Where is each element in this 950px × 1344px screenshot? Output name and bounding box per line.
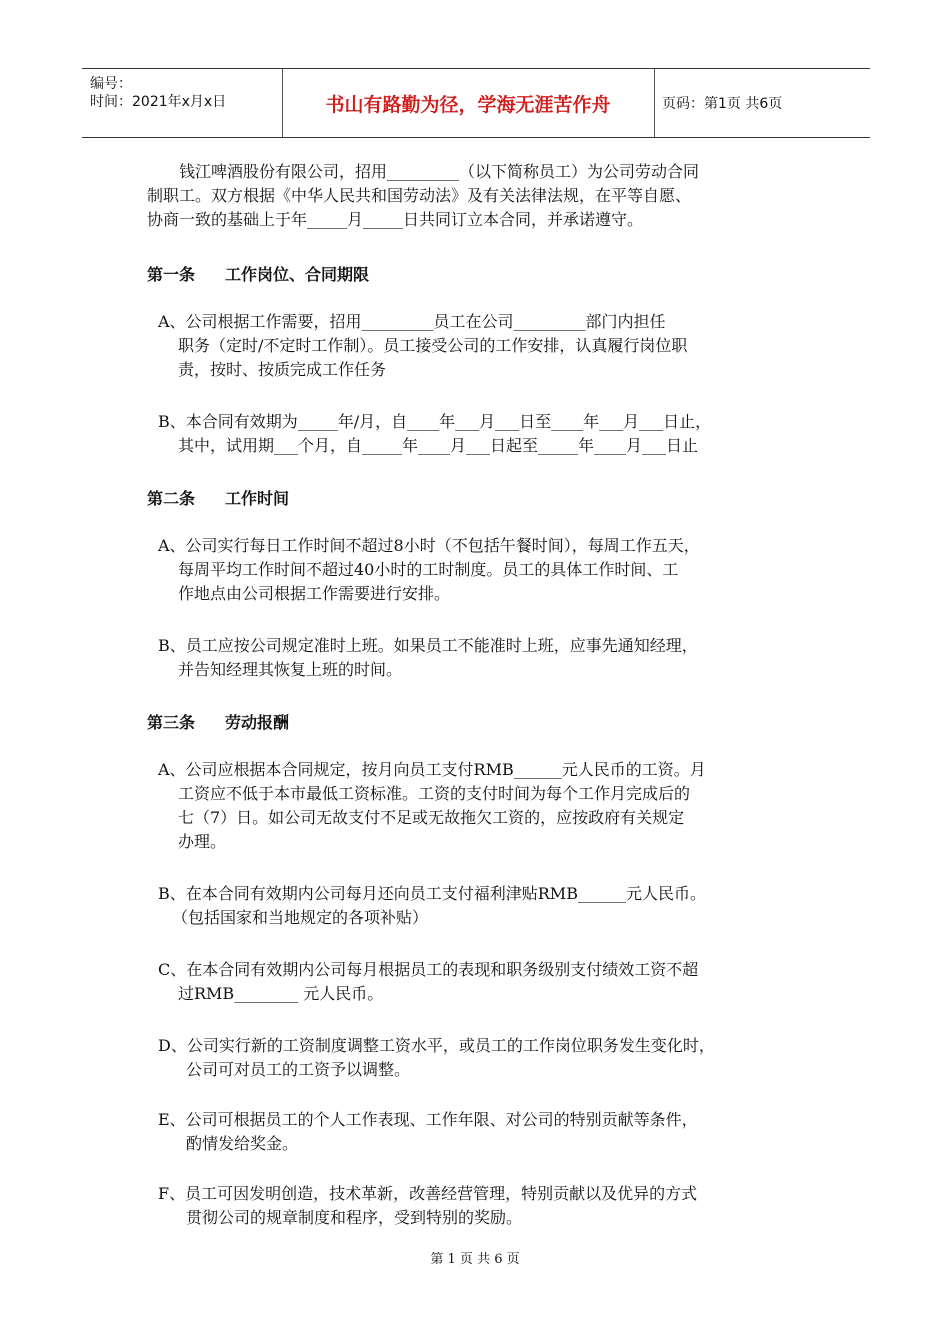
section-title: 劳动报酬: [225, 713, 290, 732]
clause-line: 工资应不低于本市最低工资标准。工资的支付时间为每个工作月完成后的: [178, 784, 691, 803]
section-heading-3: [147, 710, 289, 733]
clause-2b: [158, 634, 698, 682]
clause-line: B、员工应按公司规定准时上班。如果员工不能准时上班，应事先通知经理，: [158, 636, 698, 655]
clause-line: 职务（定时/不定时工作制）。员工接受公司的工作安排，认真履行岗位职: [178, 336, 688, 355]
clause-line: 并告知经理其恢复上班的时间。: [178, 660, 403, 679]
clause-1a: [158, 310, 687, 382]
section-number: 第一条: [147, 265, 196, 284]
document-number-label: 编号：: [90, 76, 132, 92]
clause-1b: [158, 410, 711, 458]
section-number: 第三条: [147, 713, 196, 732]
clause-3c: [158, 958, 698, 1006]
clause-line: A、公司实行每日工作时间不超过8小时（不包括午餐时间），每周工作五天，: [158, 536, 700, 555]
document-date-label: 时间：2021年x月x日: [90, 94, 227, 110]
clause-line: 过RMB________ 元人民币。: [178, 984, 384, 1003]
clause-line: A、公司应根据本合同规定，按月向员工支付RMB______元人民币的工资。月: [158, 760, 706, 779]
intro-paragraph: [147, 160, 699, 232]
clause-line: 七（7）日。如公司无故支付不足或无故拖欠工资的，应按政府有关规定: [178, 808, 685, 827]
clause-line: F、员工可因发明创造，技术革新，改善经营管理，特别贡献以及优异的方式: [158, 1184, 698, 1203]
section-heading-1: [147, 262, 369, 285]
clause-line: D、公司实行新的工资制度调整工资水平，或员工的工作岗位职务发生变化时，: [158, 1036, 715, 1055]
intro-line: 钱江啤酒股份有限公司，招用_________（以下简称员工）为公司劳动合同: [179, 162, 700, 181]
header-meta: [82, 69, 283, 137]
clause-line: C、在本合同有效期内公司每月根据员工的表现和职务级别支付绩效工资不超: [158, 960, 699, 979]
clause-line: 每周平均工作时间不超过40小时的工时制度。员工的具体工作时间、工: [178, 560, 679, 579]
clause-3a: [158, 758, 706, 854]
clause-3b: [158, 882, 706, 930]
clause-line: 办理。: [178, 832, 227, 851]
clause-line: 其中，试用期___个月，自_____年____月___日起至_____年____月___日止: [178, 436, 699, 455]
clause-3d: [158, 1034, 715, 1082]
clause-line: 责，按时、按质完成工作任务: [178, 360, 387, 379]
section-heading-2: [147, 486, 289, 509]
clause-3e: [158, 1108, 698, 1156]
clause-line: B、本合同有效期为_____年/月，自____年___月___日至____年___月___日止，: [158, 412, 712, 431]
clause-2a: [158, 534, 700, 606]
page-footer: 第 1 页 共 6 页: [430, 1252, 520, 1267]
header-page-number: 页码：第1页 共6页: [662, 96, 783, 112]
page-header: [82, 68, 870, 138]
clause-3f: [158, 1182, 697, 1230]
clause-line: 公司可对员工的工资予以调整。: [186, 1060, 411, 1079]
clause-line: A、公司根据工作需要，招用_________员工在公司_________部门内担任: [158, 312, 666, 331]
clause-line: （包括国家和当地规定的各项补贴）: [172, 908, 429, 927]
section-title: 工作时间: [225, 489, 290, 508]
clause-line: B、在本合同有效期内公司每月还向员工支付福利津贴RMB______元人民币。: [158, 884, 706, 903]
clause-line: 酌情发给奖金。: [186, 1134, 299, 1153]
clause-line: 贯彻公司的规章制度和程序，受到特别的奖励。: [186, 1208, 523, 1227]
intro-line: 制职工。双方根据《中华人民共和国劳动法》及有关法律法规，在平等自愿、: [147, 186, 692, 205]
clause-line: 作地点由公司根据工作需要进行安排。: [178, 584, 451, 603]
header-motto: 书山有路勤为径，学海无涯苦作舟: [282, 69, 655, 137]
section-number: 第二条: [147, 489, 196, 508]
intro-line: 协商一致的基础上于年_____月_____日共同订立本合同，并承诺遵守。: [147, 210, 644, 229]
section-title: 工作岗位、合同期限: [225, 265, 370, 284]
clause-line: E、公司可根据员工的个人工作表现、工作年限、对公司的特别贡献等条件，: [158, 1110, 698, 1129]
